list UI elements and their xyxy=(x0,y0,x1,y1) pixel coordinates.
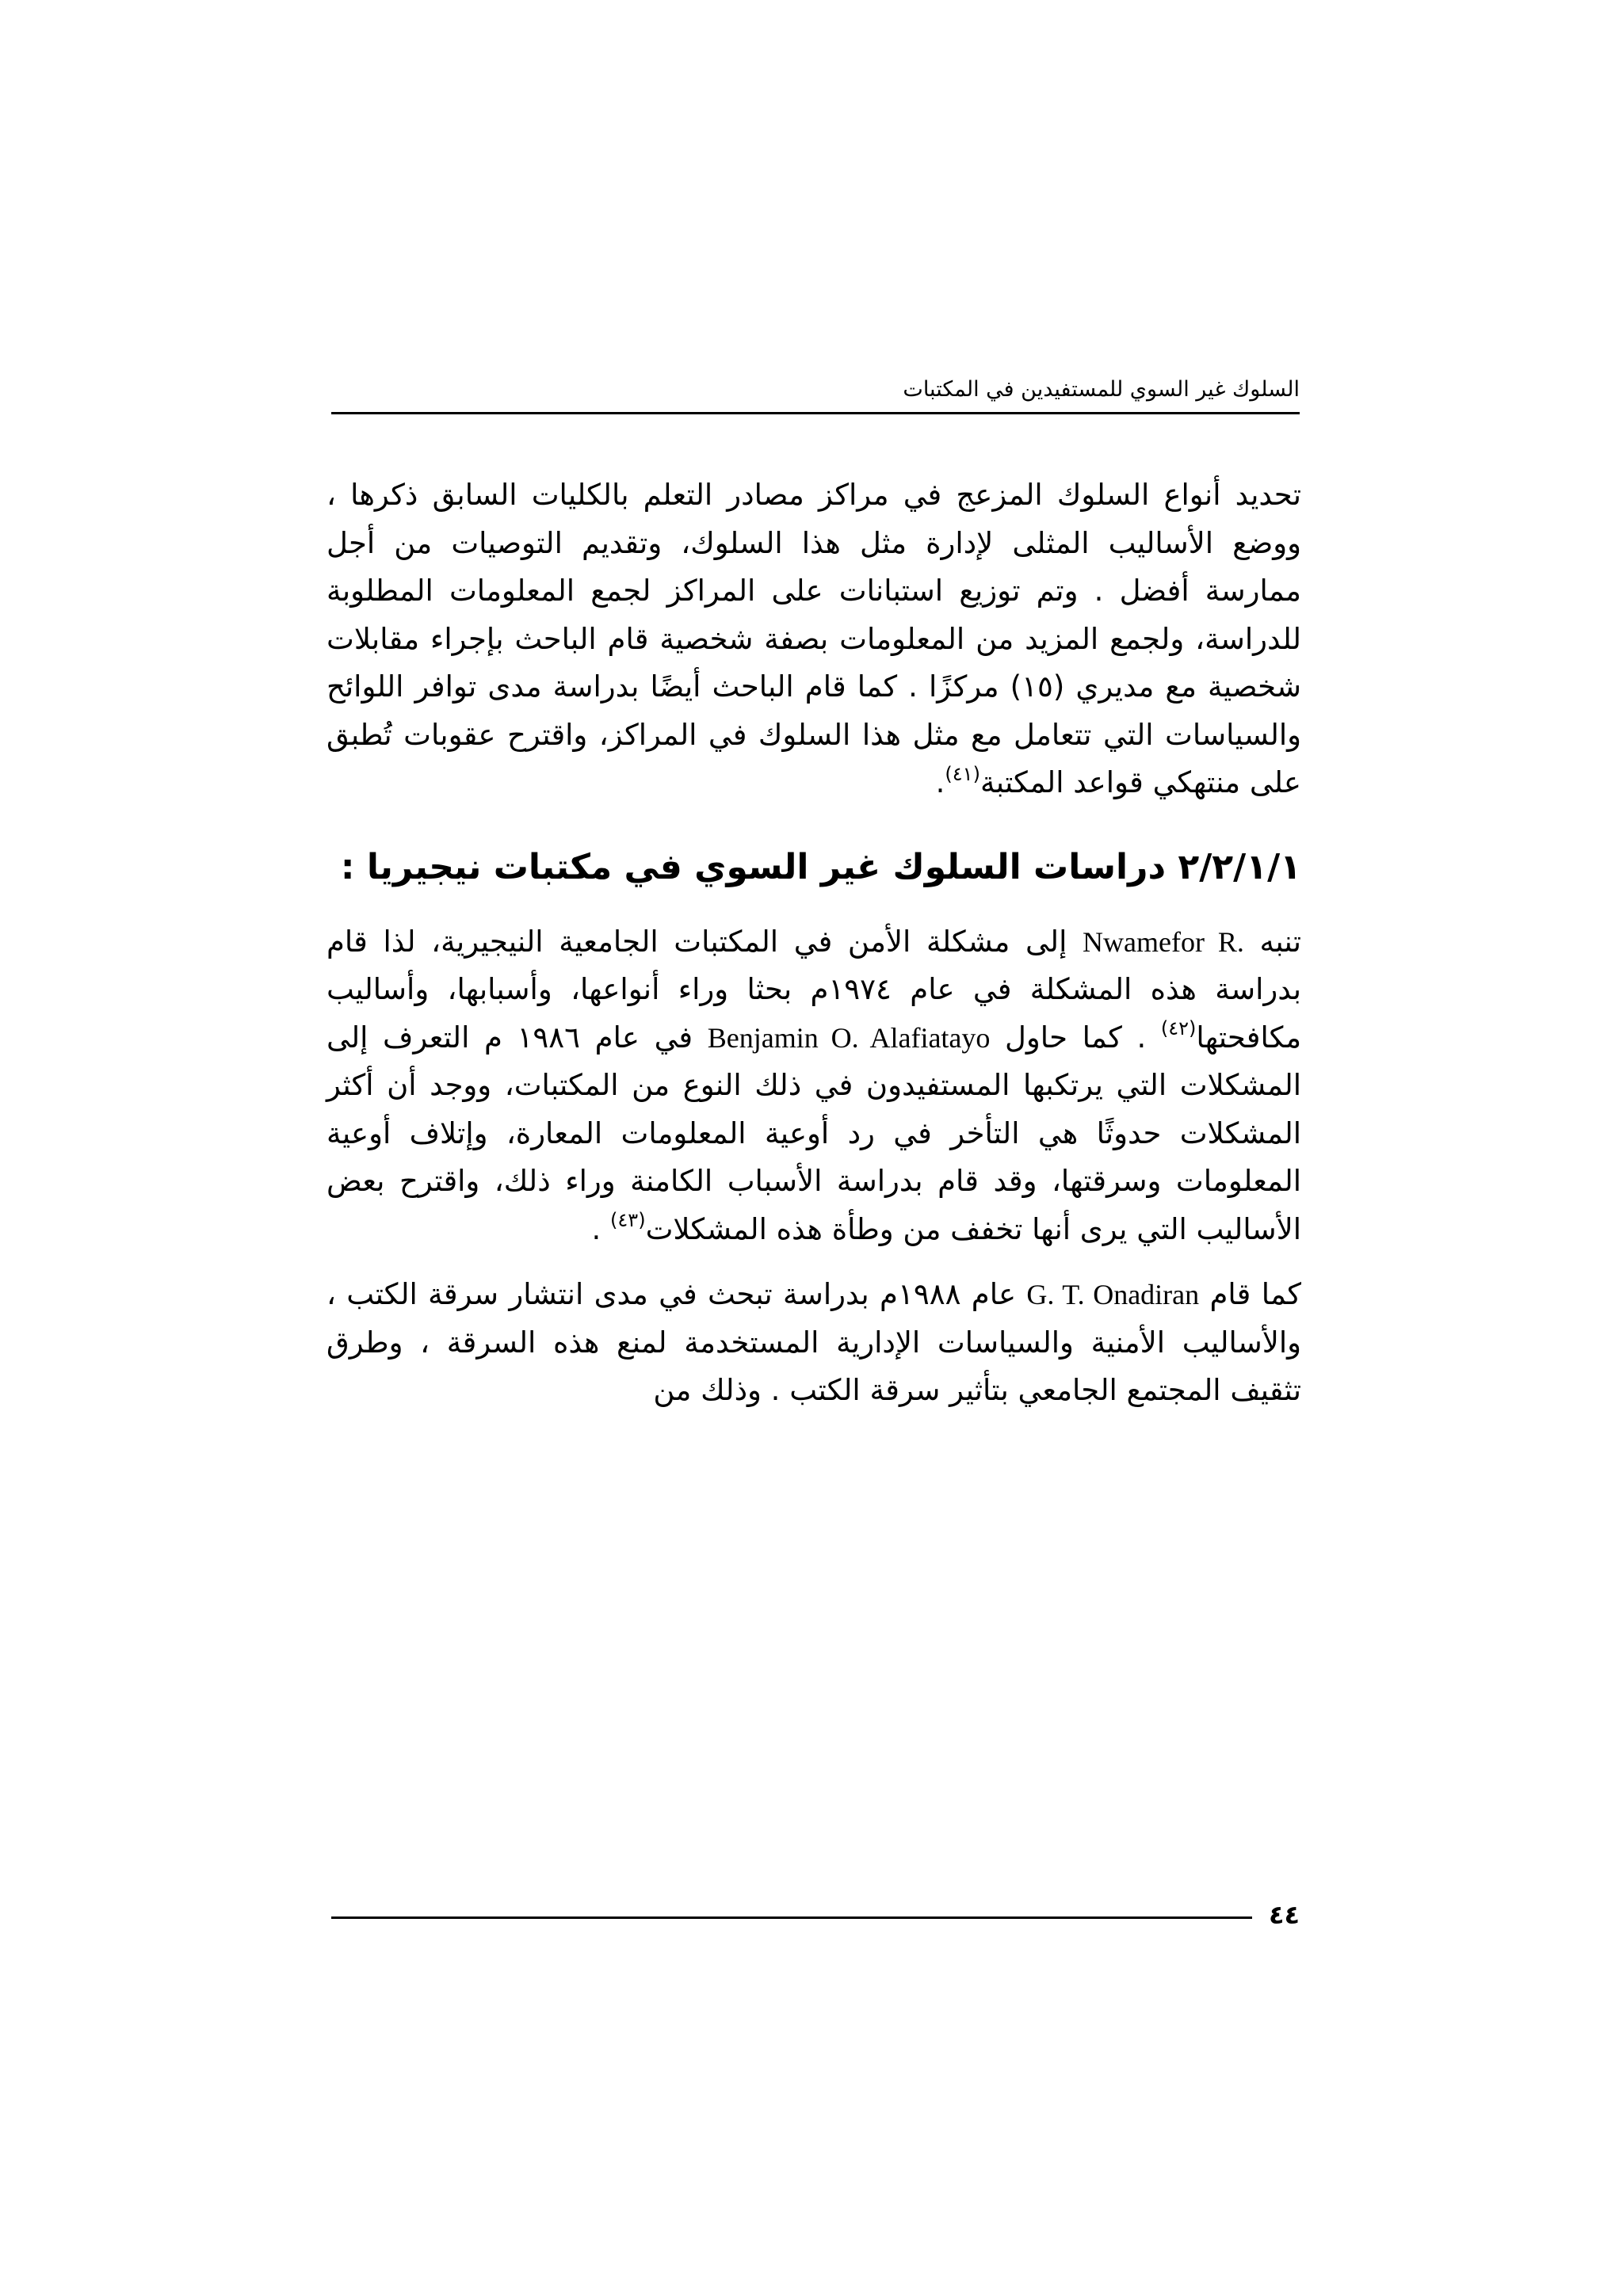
page-header xyxy=(331,372,1300,414)
page-body xyxy=(327,471,1301,1415)
paragraph-1-text: تحديد أنواع السلوك المزعج في مراكز مصادر التعلم بالكليات السابق ذكرها ، ووضع الأساليب المثلى لإدارة مثل هذا السلوك، وتقديم التوصيات من أجل ممارسة أفضل . وتم توزيع استبانات على المراكز لجمع المعلومات المطلوبة للدراسة، ولجمع المزيد من المعلومات بصفة شخصية قام الباحث بإجراء مقابلات شخصية مع مديري (١٥) مركزًا . كما قام الباحث أيضًا بدراسة مدى توافر اللوائح والسياسات التي تتعامل مع مثل هذا السلوك في المراكز، واقترح عقوبات تُطبق على منتهكي قواعد المكتبة xyxy=(327,478,1301,799)
paragraph-3-part-a: كما قام xyxy=(1209,1277,1301,1311)
paragraph-2-part-b: إلى مشكلة الأمن في المكتبات الجامعية النيجيرية، لذا قام بدراسة هذه المشكلة في عام ١٩٧٤م بحثا وراء أنواعها، وأسبابها، وأساليب مكافحتها xyxy=(327,924,1302,1055)
paragraph-2 xyxy=(327,918,1301,1254)
running-title: السلوك غير السوي للمستفيدين في المكتبات xyxy=(898,372,1300,407)
paragraph-1-end: . xyxy=(935,765,945,799)
footer-rule xyxy=(331,1917,1252,1919)
author-nwamefor: Nwamefor R. xyxy=(1083,925,1244,958)
footnote-ref-41[interactable]: (٤١) xyxy=(945,762,980,785)
paragraph-2-part-d: في عام ١٩٨٦ م التعرف إلى المشكلات التي يرتكبها المستفيدون في ذلك النوع من المكتبات، ووجد أن أكثر المشكلات حدوثًا هي التأخر في رد أوعية المعلومات المعارة، وإتلاف أوعية المعلومات وسرقتها، وقد قام بدراسة الأسباب الكامنة وراء ذلك، واقترح بعض الأساليب التي يرى أنها تخفف من وطأة هذه المشكلات xyxy=(327,1020,1301,1246)
page-footer xyxy=(331,1897,1300,1937)
paragraph-2-part-a: تنبه xyxy=(1259,924,1302,959)
footnote-ref-42[interactable]: (٤٢) xyxy=(1160,1017,1197,1040)
paragraph-2-part-c: . كما حاول xyxy=(1005,1020,1147,1055)
footnote-ref-43[interactable]: (٤٣) xyxy=(610,1209,646,1232)
paragraph-2-end: . xyxy=(591,1211,601,1246)
paragraph-3 xyxy=(327,1271,1301,1415)
paragraph-1 xyxy=(327,471,1301,807)
author-onadiran: G. T. Onadiran xyxy=(1026,1279,1200,1310)
page-number: ٤٤ xyxy=(1268,1900,1300,1930)
paragraph-3-part-b: عام ١٩٨٨م بدراسة تبحث في مدى انتشار سرقة الكتب ، والأساليب الأمنية والسياسات الإدارية المستخدمة لمنع هذه السرقة ، وطرق تثقيف المجتمع الجامعي بتأثير سرقة الكتب . وذلك من xyxy=(327,1277,1301,1407)
author-alafiatayo: Benjamin O. Alafiatayo xyxy=(707,1021,991,1054)
section-heading: ٢/٢/١/١ دراسات السلوك غير السوي في مكتبات نيجيريا : xyxy=(340,846,1301,887)
